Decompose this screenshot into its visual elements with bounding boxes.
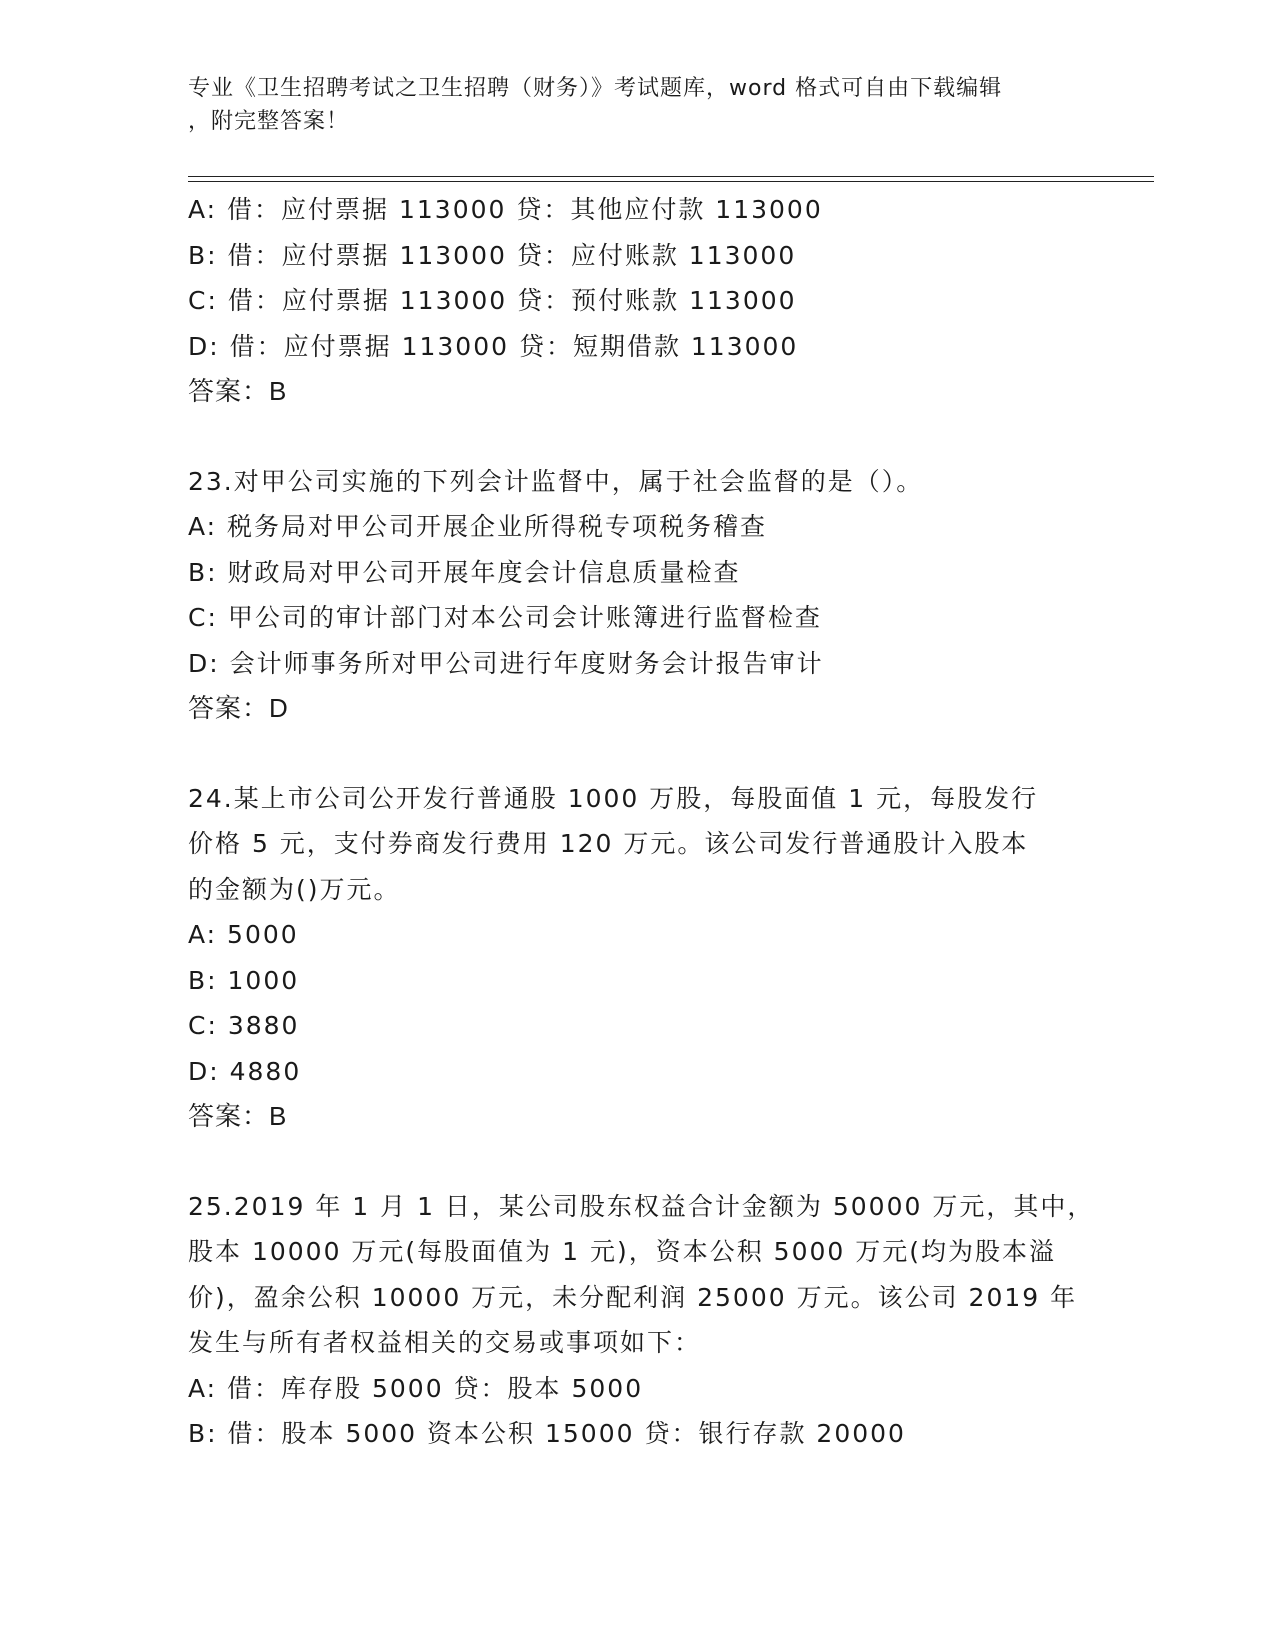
option-a: A: 借：应付票据 113000 贷：其他应付款 113000 [188,195,823,224]
spacer [188,732,1068,776]
option-a: A: 5000 [188,920,299,949]
option-d: D: 4880 [188,1056,302,1086]
question-22 [188,187,1068,415]
answer-line: 答案：B [188,376,288,406]
question-text-line-2: 股本 10000 万元(每股面值为 1 元)，资本公积 5000 万元(均为股本溢 [188,1237,1057,1266]
question-list [188,187,1095,1457]
option-b: B: 财政局对甲公司开展年度会计信息质量检查 [188,557,741,587]
question-text-line-1: 24.某上市公司公开发行普通股 1000 万股，每股面值 1 元，每股发行 [188,783,1039,813]
option-a: A: 借：库存股 5000 贷：股本 5000 [188,1373,644,1403]
question-25 [188,1184,1095,1457]
option-b: B: 1000 [188,965,300,995]
question-24 [188,776,1068,1140]
answer-line: 答案：B [188,1101,288,1131]
header-divider-bottom [188,181,1154,182]
option-b: B: 借：股本 5000 资本公积 15000 贷：银行存款 20000 [188,1419,906,1448]
spacer [188,1140,1068,1184]
option-c: C: 甲公司的审计部门对本公司会计账簿进行监督检查 [188,603,822,632]
header-title-line-1: 专业《卫生招聘考试之卫生招聘（财务）》考试题库，word 格式可自由下载编辑 [188,76,1003,101]
option-c: C: 借：应付票据 113000 贷：预付账款 113000 [188,286,797,315]
option-d: D: 借：应付票据 113000 贷：短期借款 113000 [188,331,799,361]
option-c: C: 3880 [188,1011,300,1040]
question-text-line-2: 价格 5 元，支付券商发行费用 120 万元。该公司发行普通股计入股本 [188,829,1029,858]
question-23 [188,459,1068,732]
header-title-line-2: ，附完整答案！ [188,109,350,134]
answer-line: 答案：D [188,693,289,723]
option-d: D: 会计师事务所对甲公司进行年度财务会计报告审计 [188,648,824,678]
option-a: A: 税务局对甲公司开展企业所得税专项税务稽查 [188,512,768,541]
question-text-line-1: 25.2019 年 1 月 1 日，某公司股东权益合计金额为 50000 万元，其中， [188,1191,1095,1221]
question-text-line-4: 发生与所有者权益相关的交易或事项如下： [188,1328,702,1357]
spacer [188,415,1068,459]
question-text-line-3: 的金额为()万元。 [188,874,401,904]
option-b: B: 借：应付票据 113000 贷：应付账款 113000 [188,240,797,270]
header-divider-top [188,176,1154,177]
question-text-line-3: 价)，盈余公积 10000 万元，未分配利润 25000 万元。该公司 2019 年 [188,1282,1078,1312]
document-header [188,72,1068,138]
question-text: 23.对甲公司实施的下列会计监督中，属于社会监督的是（）。 [188,466,924,496]
